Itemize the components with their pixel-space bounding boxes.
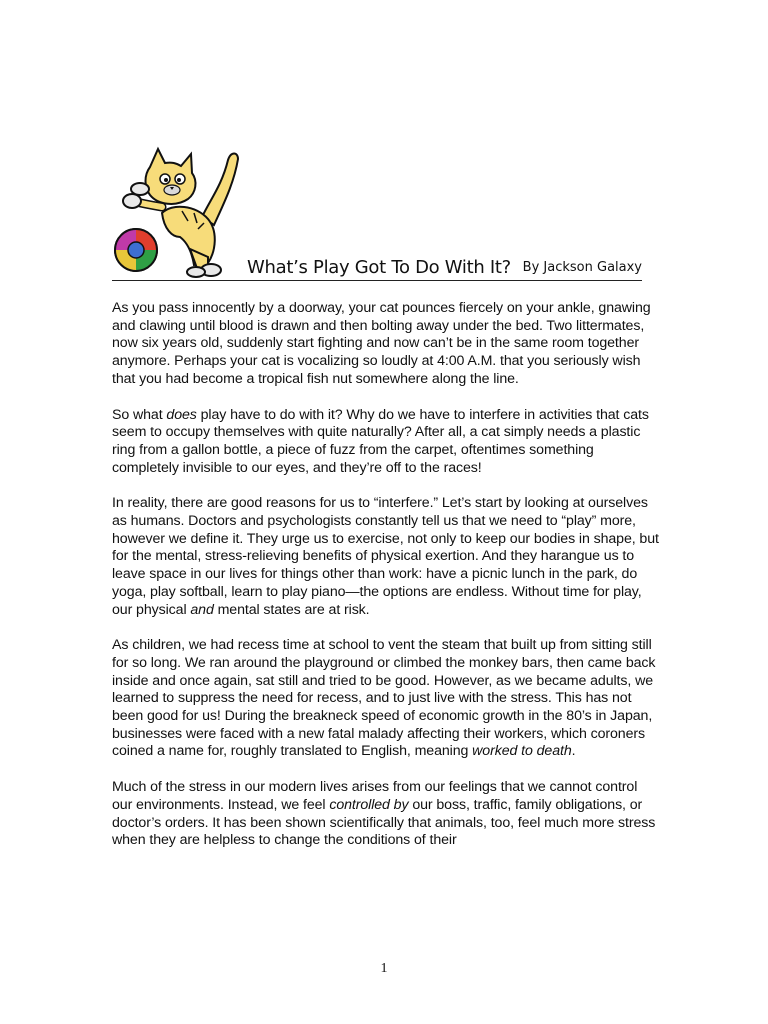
paragraph-5-emphasis: controlled by [329,796,409,813]
paragraph-4-text-a: As children, we had recess time at school to vent the steam that built up from sitting still for so long. We ran around the playground or climbed the monkey bars, then came back inside and once again, sat still and tried to be good. However, as we became adults, we learned to suppress the need for recess, and to just live with the stress. This has not been good for us! During the breakneck speed of economic growth in the 80’s in Japan, businesses were faced with a new fatal malady affecting their workers, which coroners coined a name for, roughly translated to English, meaning [112,637,656,760]
paragraph-4-text-b: . [571,743,576,760]
article-body [112,300,660,868]
paragraph-3 [112,495,660,619]
paragraph-2 [112,407,660,478]
paragraph-5-text-a: Much of the stress in our modern lives arises from our feelings that we cannot control our environments. Instead, we feel [112,779,638,813]
paragraph-5-text-b: our boss, traffic, family obligations, or doctor’s orders. It has been shown scientifically that animals, too, feel much more stress when they are helpless to change the conditions of their [112,796,656,849]
paragraph-1-text: As you pass innocently by a doorway, your cat pounces fiercely on your ankle, gnawing and clawing until blood is drawn and then bolting away under the bed. Two littermates, now six years old, suddenly start fighting and now can’t be in the same room together anymore. Perhaps your cat is vocalizing so loudly at 4:00 A.M. that you seriously wish that you had become a tropical fish nut somewhere along the line. [112,300,651,387]
paragraph-2-text-a: So what [112,406,167,423]
paragraph-3-text-b: mental states are at risk. [213,601,370,618]
article-byline: By Jackson Galaxy [522,260,642,275]
title-row [112,254,642,281]
page-number: 1 [380,961,388,976]
paragraph-2-emphasis: does [166,406,197,423]
paragraph-3-text-a: In reality, there are good reasons for us to “interfere.” Let’s start by looking at ourselves as humans. Doctors and psychologists constantly tell us that we need to “play” more, however we define it. They urge us to exercise, not only to keep our bodies in shape, but for the mental, stress-relieving benefits of physical exertion. And they harangue us to leave space in our lives for things other than work: have a picnic lunch in the park, do yoga, play softball, learn to play piano—the options are endless. Without time for play, our physical [112,495,659,618]
paragraph-4-emphasis: worked to death [472,743,572,760]
article-title: What’s Play Got To Do With It? [247,257,511,278]
paragraph-3-emphasis: and [190,601,214,618]
paragraph-1 [112,300,660,389]
paragraph-5 [112,779,660,850]
paragraph-4 [112,637,660,761]
paragraph-2-text-b: play have to do with it? Why do we have to interfere in activities that cats seem to occupy themselves with quite naturally? After all, a cat simply needs a plastic ring from a gallon bottle, a piece of fuzz from the carpet, oftentimes something completely invisible to our eyes, and they’re off to the races! [112,406,649,476]
